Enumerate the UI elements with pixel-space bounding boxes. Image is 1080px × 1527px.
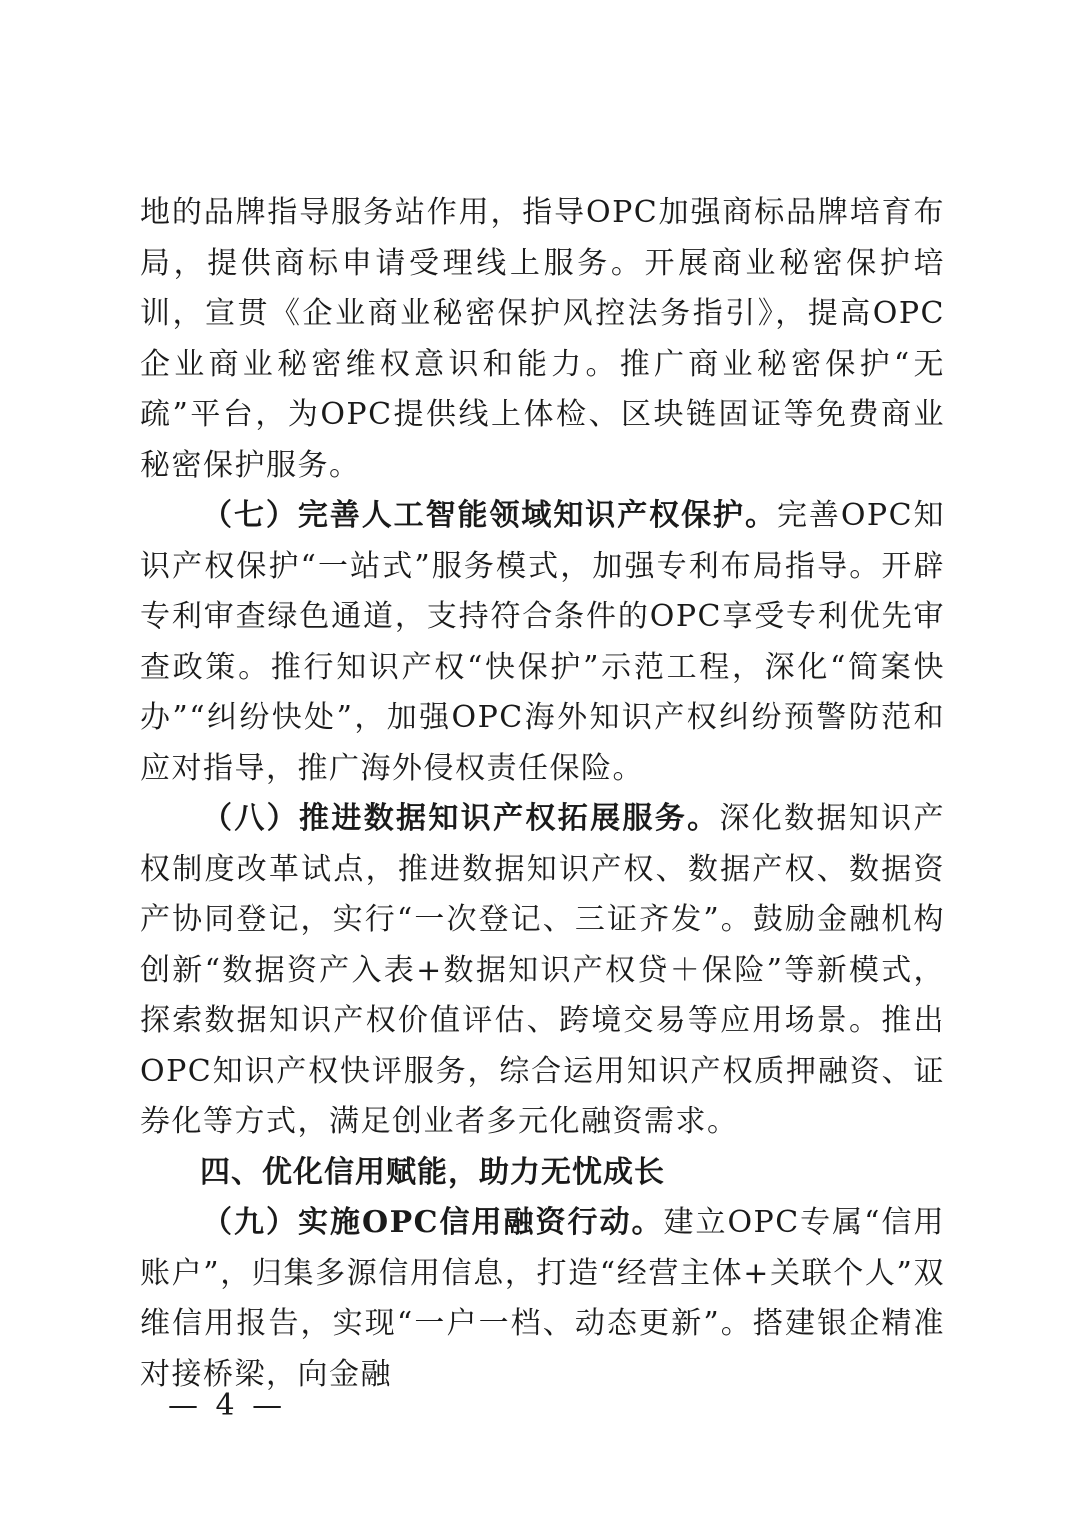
paragraph-item-7	[140, 491, 945, 794]
paragraph-item-8	[140, 794, 945, 1148]
page-number: — 4 —	[168, 1388, 287, 1423]
document-body	[140, 188, 945, 1400]
item-7-title: （七）完善人工智能领域知识产权保护。	[202, 498, 777, 533]
section-heading-4: 四、优化信用赋能，助力无忧成长	[200, 1154, 665, 1190]
paragraph-item-9	[140, 1198, 945, 1400]
item-9-body: 建立OPC专属“信用账户”，归集多源信用信息，打造“经营主体+关联个人”双维信用报告，实现“一户一档、动态更新”。搭建银企精准对接桥梁，向金融	[140, 1205, 945, 1392]
item-8-title: （八）推进数据知识产权拓展服务。	[202, 801, 720, 836]
item-7-body: 完善OPC知识产权保护“一站式”服务模式，加强专利布局指导。开辟专利审查绿色通道，支持符合条件的OPC享受专利优先审查政策。推行知识产权“快保护”示范工程，深化“简案快办”“纠纷快处”，加强OPC海外知识产权纠纷预警防范和应对指导，推广海外侵权责任保险。	[140, 498, 946, 786]
paragraph-continued: 地的品牌指导服务站作用，指导OPC加强商标品牌培育布局，提供商标申请受理线上服务。开展商业秘密保护培训，宣贯《企业商业秘密保护风控法务指引》，提高OPC企业商业秘密维权意识和能力。推广商业秘密保护“无疏”平台，为OPC提供线上体检、区块链固证等免费商业秘密保护服务。	[140, 195, 945, 483]
item-9-title: （九）实施OPC信用融资行动。	[202, 1205, 664, 1240]
item-8-body: 深化数据知识产权制度改革试点，推进数据知识产权、数据产权、数据资产协同登记，实行“一次登记、三证齐发”。鼓励金融机构创新“数据资产入表+数据知识产权贷＋保险”等新模式，探索数据知识产权价值评估、跨境交易等应用场景。推出OPC知识产权快评服务，综合运用知识产权质押融资、证券化等方式，满足创业者多元化融资需求。	[140, 801, 946, 1139]
